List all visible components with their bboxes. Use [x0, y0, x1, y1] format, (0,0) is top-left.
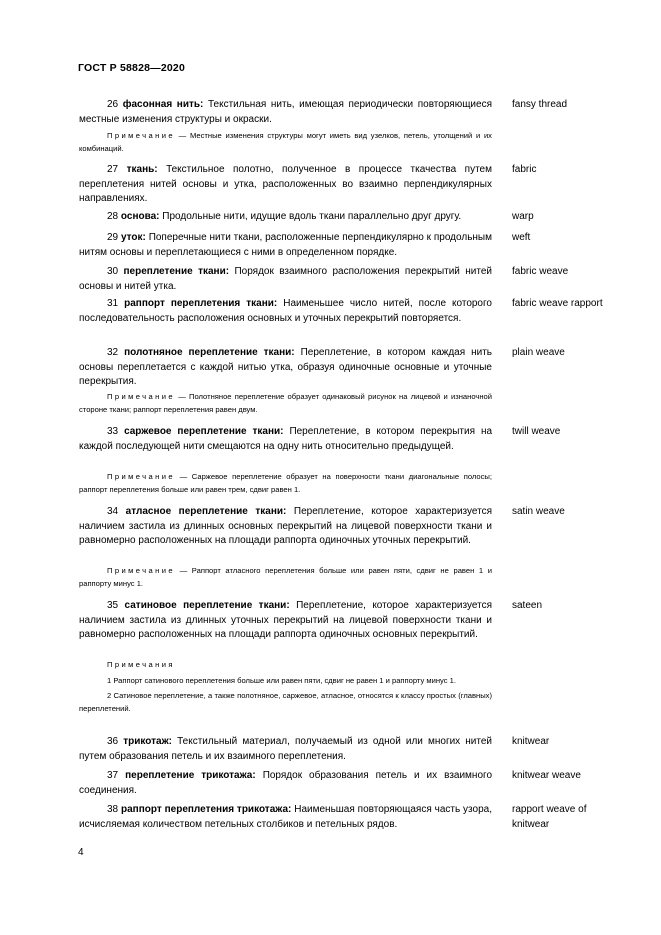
note-text: — Саржевое переплетение образует на поверхности ткани диагональные полосы; раппорт переплетения больше или равен трем, сдвиг равен 1.: [79, 472, 492, 494]
term-text: Переплетение, которое характеризуется наличием застила из длинных основных перекрытий на лицевой поверхности ткани и равномерно расположенных на площади раппорта одиночных уточных перекрытий.: [79, 506, 493, 546]
term-entry-35: [79, 599, 599, 643]
term-number: 27: [107, 164, 119, 175]
term-text: Текстильная нить, имеющая периодически повторяющиеся местные изменения структуры и окраски.: [79, 99, 492, 125]
term-definition: [79, 769, 492, 798]
term-definition: [79, 265, 492, 294]
term-text: Переплетение, в котором каждая нить основы переплетается с каждой нитью утка, образуя одиночные основные и уточные перекрытия.: [79, 347, 493, 387]
term-name: трикотаж:: [123, 736, 172, 747]
term-english: fabric: [512, 164, 537, 175]
term-entry-37: [79, 769, 599, 798]
term-entry-33: [79, 425, 599, 454]
term-english: fansy thread: [512, 99, 568, 110]
note-label: Примечание: [107, 392, 175, 401]
term-english: weft: [512, 232, 531, 243]
term-english: plain weave: [512, 347, 565, 358]
note-label: Примечание: [107, 566, 175, 575]
term-number: 38: [107, 804, 119, 815]
term-number: 31: [107, 298, 119, 309]
term-number: 28: [107, 211, 119, 222]
term-name: переплетение ткани:: [123, 266, 230, 277]
term-number: 35: [107, 600, 119, 611]
term-name: фасонная нить:: [122, 99, 204, 110]
term-entry-34: [79, 505, 599, 549]
term-number: 32: [107, 347, 119, 358]
term-definition: [79, 425, 492, 454]
term-english: satin weave: [512, 506, 565, 517]
term-number: 26: [107, 99, 119, 110]
term-entry-31: [79, 297, 603, 326]
term-number: 29: [107, 232, 119, 243]
term-entry-26: [79, 98, 599, 127]
term-definition: [79, 735, 492, 764]
term-definition: [79, 98, 492, 127]
term-text: Порядок взаимного расположения перекрытий нитей основы и нитей утка.: [79, 266, 493, 292]
term-name: ткань:: [126, 164, 158, 175]
term-definition: [79, 803, 492, 832]
note-text: — Полотняное переплетение образует одинаковый рисунок на лицевой и изнаночной стороне ткани; раппорт переплетения равен двум.: [79, 392, 492, 414]
term-definition: [79, 297, 492, 326]
term-name: раппорт переплетения трикотажа:: [121, 804, 292, 815]
term-text: Наименьшая повторяющаяся часть узора, исчисляемая количеством петельных столбиков и петельных рядов.: [79, 804, 492, 830]
note-33: [79, 471, 492, 496]
term-definition: [79, 163, 492, 207]
term-text: Текстильное полотно, полученное в процессе ткачества путем переплетения нитей основы и утка, расположенных во взаимно перпендикулярных направлениях.: [79, 164, 492, 204]
term-number: 30: [107, 266, 119, 277]
term-english: knitwear: [512, 736, 550, 747]
term-text: Текстильный материал, получаемый из одной или многих нитей путем образования петель и их взаимного переплетения.: [79, 736, 493, 762]
term-name: атласное переплетение ткани:: [125, 506, 287, 517]
term-text: Поперечные нити ткани, расположенные перпендикулярно к продольным нитям основы и переплетающиеся с ними в определенном порядке.: [79, 232, 492, 258]
page-header: ГОСТ Р 58828—2020: [78, 62, 186, 74]
term-definition: [79, 505, 492, 549]
term-name: саржевое переплетение ткани:: [124, 426, 284, 437]
term-name: сатиновое переплетение ткани:: [124, 600, 290, 611]
term-english: sateen: [512, 600, 543, 611]
term-text: Наименьшее число нитей, после которого последовательность расположения основных и уточных перекрытий повторяется.: [79, 298, 492, 324]
term-definition: [79, 231, 492, 260]
term-definition: [79, 599, 492, 643]
term-entry-28: [79, 210, 599, 225]
term-text: Переплетение, в котором перекрытия на каждой последующей нити смещаются на одну нить относительно предыдущей.: [79, 426, 493, 452]
term-definition: [79, 210, 492, 225]
term-name: переплетение трикотажа:: [125, 770, 256, 781]
term-name: раппорт переплетения ткани:: [124, 298, 278, 309]
term-text: Порядок образования петель и их взаимного соединения.: [79, 770, 492, 796]
term-number: 36: [107, 736, 119, 747]
note-35: [79, 659, 492, 715]
notes-label: Примечания: [107, 660, 175, 669]
term-text: Переплетение, которое характеризуется наличием застила из длинных уточных перекрытий на лицевой поверхности ткани и равномерно расположенных на площади раппорта одиночных основных перекрытий.: [79, 600, 492, 640]
term-name: полотняное переплетение ткани:: [124, 347, 295, 358]
note-label: Примечание: [107, 472, 175, 481]
term-english: fabric weave: [512, 266, 569, 277]
note-text: — Раппорт атласного переплетения больше или равен пяти, сдвиг не равен 1 и раппорту минус 1.: [79, 566, 492, 588]
term-entry-30: [79, 265, 599, 294]
term-number: 33: [107, 426, 119, 437]
term-definition: [79, 346, 492, 390]
term-name: основа:: [120, 211, 160, 222]
term-number: 34: [107, 506, 119, 517]
note-text-2: 2 Сатиновое переплетение, а также полотняное, саржевое, атласное, относятся к классу простых (главных) переплетений.: [79, 691, 492, 713]
term-name: уток:: [120, 232, 146, 243]
note-label: Примечание: [107, 131, 175, 140]
term-number: 37: [107, 770, 119, 781]
term-entry-38: [79, 803, 599, 832]
term-entry-29: [79, 231, 599, 260]
note-26: [79, 130, 492, 155]
note-34: [79, 565, 492, 590]
page-number: 4: [78, 847, 84, 858]
term-entry-32: [79, 346, 599, 390]
term-english: warp: [512, 211, 534, 222]
term-english: rapport weave of knitwear: [512, 804, 587, 830]
note-text-1: 1 Раппорт сатинового переплетения больше или равен пяти, сдвиг не равен 1 и раппорту минус 1.: [107, 675, 456, 685]
term-entry-27: [79, 163, 599, 207]
note-text: — Местные изменения структуры могут иметь вид узелков, петель, утолщений и их комбинаций.: [79, 131, 492, 153]
term-entry-36: [79, 735, 599, 764]
term-english: fabric weave rapport: [512, 298, 603, 309]
term-text: Продольные нити, идущие вдоль ткани параллельно друг другу.: [162, 211, 462, 222]
term-english: knitwear weave: [512, 770, 581, 781]
term-english: twill weave: [512, 426, 561, 437]
note-32: [79, 391, 492, 416]
